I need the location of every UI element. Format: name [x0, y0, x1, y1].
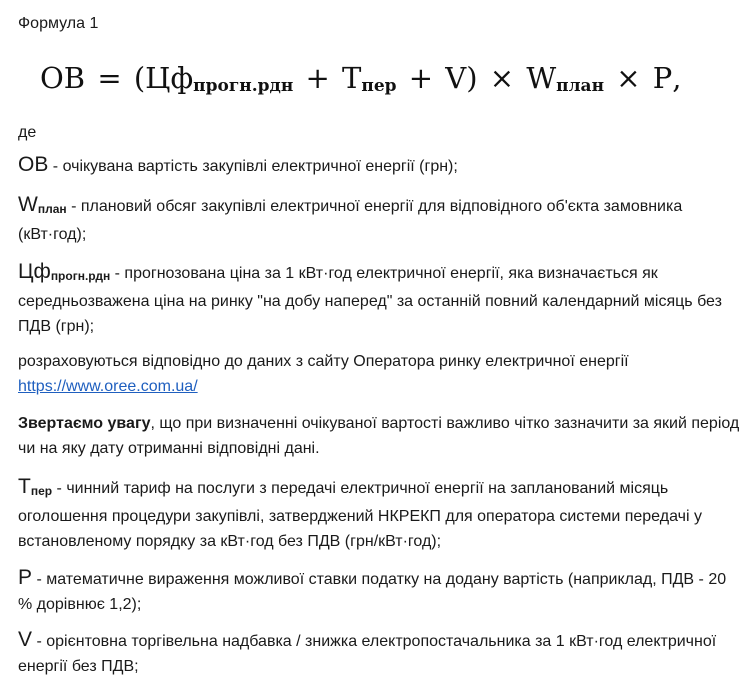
definition-p-symbol: Р [18, 566, 33, 589]
definition-w-sub: план [37, 202, 67, 216]
definition-t-sub: пер [30, 484, 53, 498]
formula-lhs: ОВ [40, 61, 86, 95]
formula-cf: Цф [145, 61, 194, 95]
where-label: де [18, 124, 37, 141]
formula-t: Т [342, 61, 362, 95]
definition-source-text: розраховуються відповідно до даних з сайту Оператора ринку електричної енергії [18, 353, 629, 370]
formula-t-sub: пер [361, 76, 397, 96]
formula-equals: = [97, 61, 122, 95]
formula-plus-1: + [305, 61, 330, 95]
definition-w-text: - плановий обсяг закупівлі електричної енергії для відповідного об'єкта замовника (кВт·год); [18, 198, 683, 243]
definition-cf-text: - прогнозована ціна за 1 кВт·год електричної енергії, яка визначається як середньозважена ціна на ринку "на добу наперед" за останній повний календарний місяць без ПДВ (грн); [18, 265, 722, 335]
definition-cf [18, 259, 740, 339]
definition-v-text: - орієнтовна торгівельна надбавка / знижка електропостачальника за 1 кВт·год електричної енергії без ПДВ; [18, 633, 717, 675]
formula-label: Формула 1 [18, 15, 99, 32]
formula-v: V [445, 61, 467, 95]
formula-times-1: × [489, 61, 515, 95]
definition-ov-text: - очікувана вартість закупівлі електричної енергії (грн); [48, 158, 458, 175]
definition-w-symbol: W [18, 193, 38, 216]
formula-p: Р, [652, 61, 682, 95]
definition-w [18, 192, 740, 247]
definition-ov-symbol: ОВ [18, 153, 49, 176]
formula-cf-sub: прогн.рдн [193, 76, 294, 96]
definition-source [18, 349, 740, 399]
definition-t [18, 474, 740, 554]
definition-ov [18, 152, 740, 179]
formula-open-paren: ( [133, 61, 146, 95]
definition-p [18, 565, 740, 617]
oree-link[interactable]: https://www.oree.com.ua/ [18, 378, 198, 395]
notice-text: , що при визначенні очікуваної вартості важливо чітко зазначити за який період чи на яку дату отриманні відповідні дані. [18, 415, 740, 457]
definition-v-symbol: V [18, 628, 33, 651]
formula-plus-2: + [408, 61, 434, 95]
definition-v [18, 627, 740, 679]
formula [40, 58, 682, 106]
formula-times-2: × [616, 61, 641, 95]
formula-w-sub: план [556, 76, 605, 96]
definition-p-text: - математичне вираження можливої ставки податку на додану вартість (наприклад, ПДВ - 20 % дорівнює 1,2); [18, 571, 727, 613]
definition-cf-symbol: Цф [18, 260, 51, 283]
formula-w: W [526, 61, 557, 95]
formula-close-paren: ) [466, 61, 478, 95]
definition-t-text: - чинний тариф на послуги з передачі електричної енергії на запланований місяць оголошення процедури закупівлі, затверджений НКРЕКП для оператора системи передачі у встановленому порядку за кВт·год без ПДВ (грн/кВт·год); [18, 480, 702, 550]
notice-paragraph [18, 411, 740, 461]
definition-t-symbol: Т [18, 475, 31, 498]
notice-bold: Звертаємо увагу [18, 415, 151, 432]
definition-cf-sub: прогн.рдн [50, 269, 111, 283]
